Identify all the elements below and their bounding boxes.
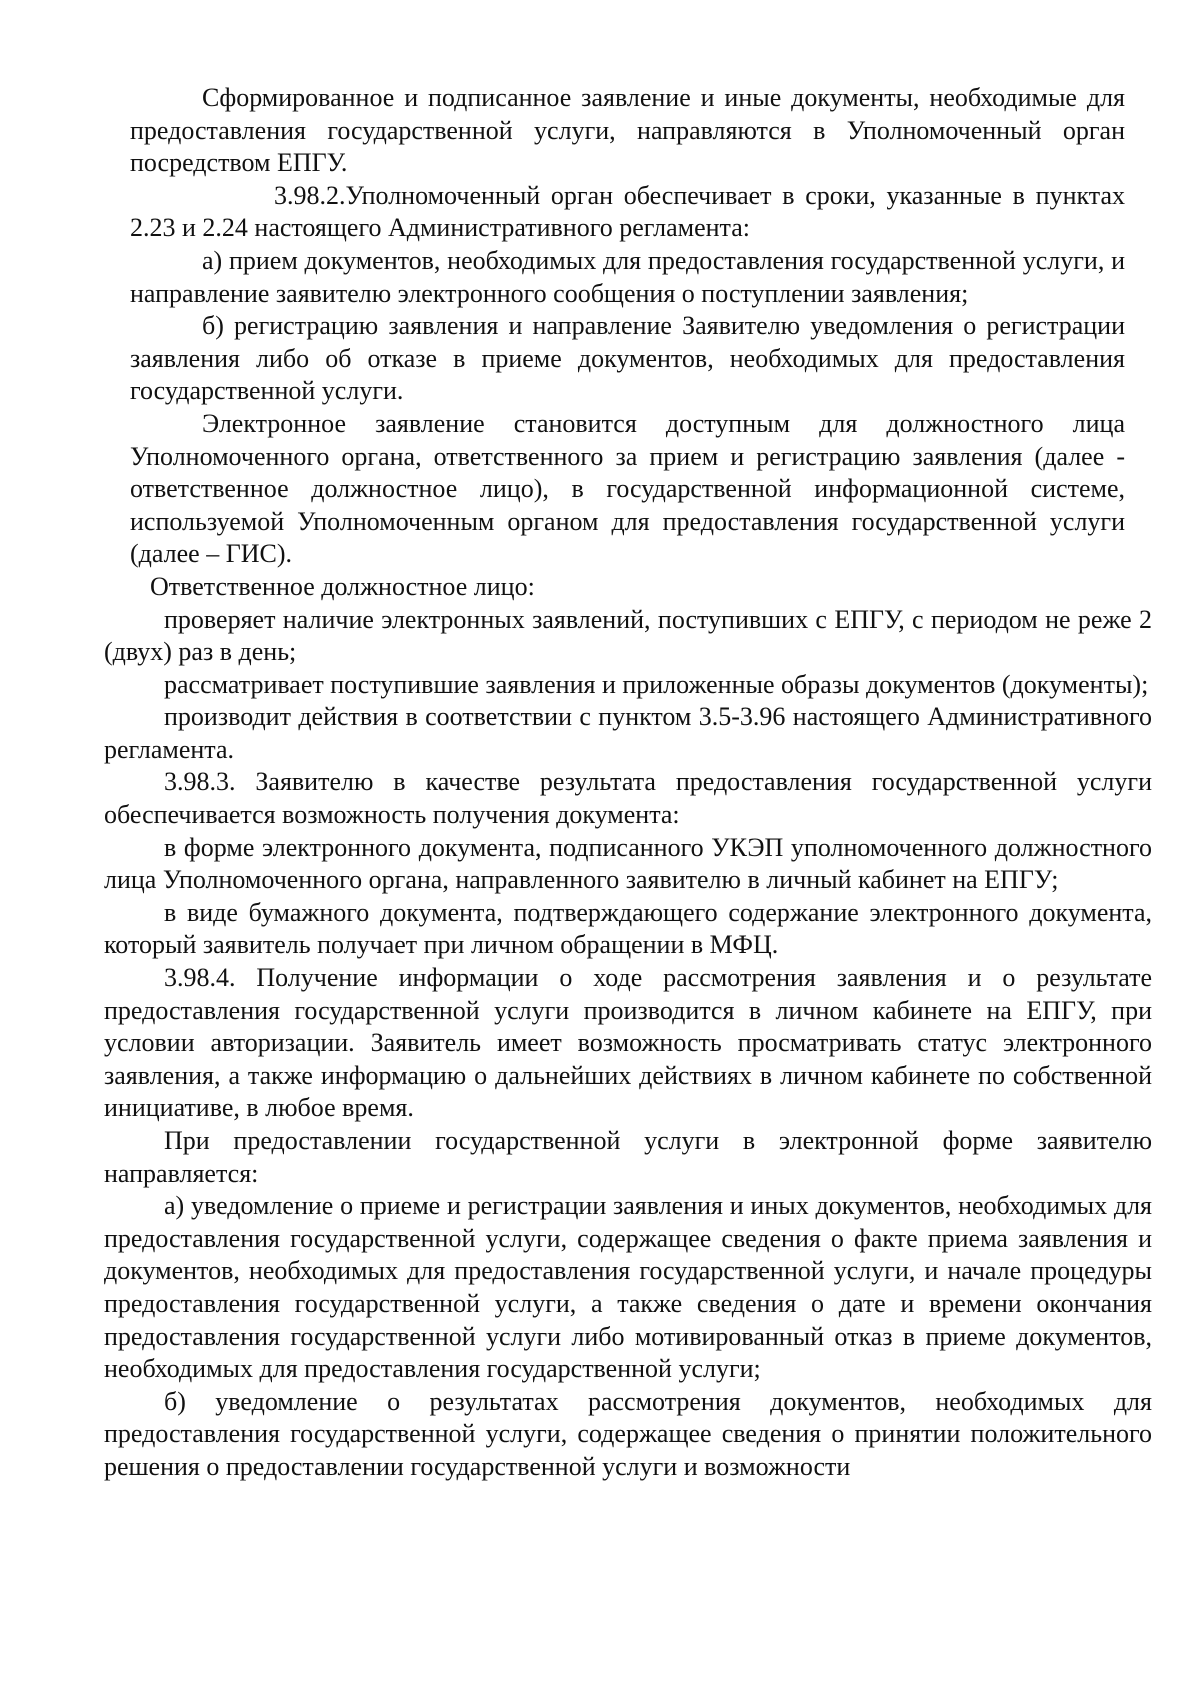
paragraph-item-b-registration: б) регистрацию заявления и направление Заявителю уведомления о регистрации заявления либо об отказе в приеме документов, необходимых для предоставления государственной услуги. (130, 311, 1125, 406)
paragraph-3-98-4: 3.98.4. Получение информации о ходе рассмотрения заявления и о результате предоставления государственной услуги производится в личном кабинете на ЕПГУ, при условии авторизации. Заявитель имеет возможность просматривать статус электронного заявления, а также информацию о дальнейших действиях в личном кабинете по собственной инициативе, в любое время. (104, 963, 1152, 1123)
document-block-upper (0, 82, 1200, 571)
document-block-lower (0, 571, 1200, 1484)
paragraph-electronic-application: Электронное заявление становится доступным для должностного лица Уполномоченного органа, ответственного за прием и регистрацию заявления (далее - ответственное должностное лицо), в государственной информационной системе, используемой Уполномоченным органом для предоставления государственной услуги (далее – ГИС). (130, 408, 1125, 569)
paragraph-notification-a: а) уведомление о приеме и регистрации заявления и иных документов, необходимых для предоставления государственной услуги, содержащее сведения о факте приема заявления и документов, необходимых для предоставления государственной услуги, и начале процедуры предоставления государственной услуги, а также сведения о дате и времени окончания предоставления государственной услуги либо мотивированный отказ в приеме документов, необходимых для предоставления государственной услуги; (104, 1191, 1152, 1384)
paragraph-notifications-intro: При предоставлении государственной услуги в электронной форме заявителю направляется: (104, 1126, 1152, 1188)
paragraph-3-98-2 (130, 180, 1125, 245)
paragraph-reviews-applications: рассматривает поступившие заявления и приложенные образы документов (документы); (164, 669, 1149, 699)
paragraph-notification-b: б) уведомление о результатах рассмотрения документов, необходимых для предоставления государственной услуги, содержащее сведения о принятии положительного решения о предоставлении государственной услуги и возможности (104, 1386, 1152, 1481)
paragraph-submission: Сформированное и подписанное заявление и иные документы, необходимые для предоставления государственной услуги, направляются в Уполномоченный орган посредством ЕПГУ. (130, 83, 1125, 178)
paragraph-responsible-official: Ответственное должностное лицо: (150, 571, 535, 601)
paragraph-item-a-receipt: а) прием документов, необходимых для предоставления государственной услуги, и направление заявителю электронного сообщения о поступлении заявления; (130, 245, 1125, 308)
paragraph-3-98-3: 3.98.3. Заявителю в качестве результата предоставления государственной услуги обеспечивается возможность получения документа: (104, 767, 1152, 830)
paragraph-electronic-document: в форме электронного документа, подписанного УКЭП уполномоченного должностного лица Уполномоченного органа, направленного заявителю в личный кабинет на ЕПГУ; (104, 832, 1152, 895)
section-number: 3.98.2. (274, 180, 346, 210)
document-page (0, 82, 1200, 1484)
paragraph-3-98-2-text: Уполномоченный орган обеспечивает в сроки, указанные в пунктах 2.23 и 2.24 настоящего Административного регламента: (130, 180, 1125, 243)
paragraph-checks-applications: проверяет наличие электронных заявлений, поступивших с ЕПГУ, с периодом не реже 2 (двух) раз в день; (104, 604, 1152, 667)
paragraph-paper-document: в виде бумажного документа, подтверждающего содержание электронного документа, который заявитель получает при личном обращении в МФЦ. (104, 897, 1152, 960)
paragraph-performs-actions: производит действия в соответствии с пунктом 3.5-3.96 настоящего Административного регламента. (104, 702, 1152, 764)
